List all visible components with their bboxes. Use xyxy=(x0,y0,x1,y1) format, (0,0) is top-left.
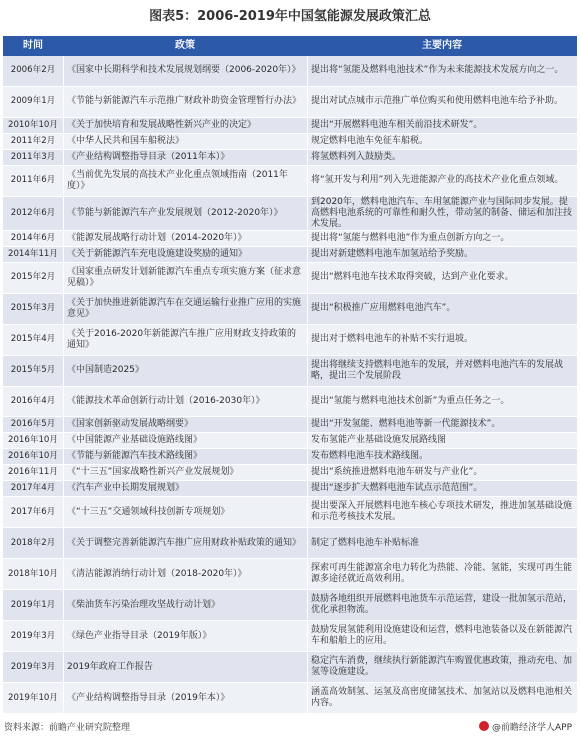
cell-policy: 《关于加快推进新能源汽车在交通运输行业推广应用的实施意见》 xyxy=(63,294,307,324)
table-row xyxy=(3,387,577,418)
table-row xyxy=(3,247,577,263)
table-row xyxy=(3,150,577,166)
cell-policy: 《节能与新能源汽车产业发展规划（2012-2020年）》 xyxy=(63,197,307,230)
cell-content: 规定燃料电池车免征车船税。 xyxy=(307,134,577,149)
cell-policy: 《产业结构调整指导目录（2019年本）》 xyxy=(63,683,307,713)
cell-content: 提出对新建燃料电池车加氢站给予奖励。 xyxy=(307,247,577,262)
cell-time: 2017年4月 xyxy=(10,483,56,494)
cell-policy: 《汽车产业中长期发展规划》 xyxy=(63,481,307,496)
cell-content: 将“氢开发与利用”列入先进能源产业的高技术产业化重点领域。 xyxy=(307,166,577,196)
cell-time: 2015年2月 xyxy=(10,272,56,283)
table-row xyxy=(3,683,577,714)
table-row xyxy=(3,621,577,652)
cell-content: 提出“积极推广应用燃料电池汽车”。 xyxy=(307,294,577,324)
table-row xyxy=(3,590,577,621)
cell-content: 稳定汽车消费，继续执行新能源汽车购置优惠政策，推动充电、加氢等设施建设。 xyxy=(307,652,577,682)
cell-time: 2009年1月 xyxy=(10,96,56,107)
cell-time: 2014年6月 xyxy=(10,232,56,243)
table-header xyxy=(3,36,577,56)
table-row xyxy=(3,263,577,294)
cell-policy: 《国家创新驱动发展战略纲要》 xyxy=(63,417,307,432)
cell-policy: 《关于调整完善新能源汽车推广应用财政补贴政策的通知》 xyxy=(63,528,307,558)
cell-content: 提出对试点城市示范推广单位购买和使用燃料电池车给予补助。 xyxy=(307,87,577,117)
cell-time: 2015年5月 xyxy=(10,365,56,376)
cell-content: 提出“氢能与燃料电池技术创新”为重点任务之一。 xyxy=(307,387,577,417)
cell-policy: 《国家中长期科学和技术发展规划纲要（2006-2020年）》 xyxy=(63,56,307,86)
cell-time: 2016年4月 xyxy=(10,395,56,406)
table-row xyxy=(3,528,577,559)
cell-time: 2010年10月 xyxy=(8,119,58,130)
cell-time: 2018年10月 xyxy=(8,568,58,579)
cell-content: 发布氢能产业基础设施发展路线图 xyxy=(307,433,577,448)
policy-table xyxy=(3,36,577,714)
figure-title: 图表5：2006-2019年中国氢能源发展政策汇总 xyxy=(149,9,431,24)
cell-policy: 《中国制造2025》 xyxy=(63,356,307,386)
cell-policy: 《关于加快培育和发展战略性新兴产业的决定》 xyxy=(63,118,307,133)
cell-time: 2011年2月 xyxy=(10,135,56,146)
cell-content: 提出将“氢能与燃料电池”作为重点创新方向之一。 xyxy=(307,231,577,246)
header-policy: 政策 xyxy=(175,40,195,51)
cell-content: 发布燃料电池车技术路线图。 xyxy=(307,449,577,464)
cell-time: 2006年2月 xyxy=(10,65,56,76)
footer xyxy=(4,718,572,734)
cell-content: 提出将继续支持燃料电池车的发展，并对燃料电池汽车的发展战略，提出三个发展阶段 xyxy=(307,356,577,386)
cell-policy: 《“十三五”交通领域科技创新专项规划》 xyxy=(63,497,307,527)
cell-policy: 《关于新能源汽车充电设施建设奖励的通知》 xyxy=(63,247,307,262)
table-row xyxy=(3,497,577,528)
cell-policy: 《柴油货车污染治理攻坚战行动计划》 xyxy=(63,590,307,620)
cell-policy: 《清洁能源消纳行动计划（2018-2020年）》 xyxy=(63,559,307,589)
cell-time: 2018年2月 xyxy=(10,537,56,548)
cell-time: 2015年4月 xyxy=(10,334,56,345)
table-row xyxy=(3,56,577,87)
cell-content: 探索可再生能源富余电力转化为热能、冷能、氢能，实现可再生能源多途径就近高效利用。 xyxy=(307,559,577,589)
cell-policy: 《关于2016-2020年新能源汽车推广应用财政支持政策的通知》 xyxy=(63,325,307,355)
table-row xyxy=(3,166,577,197)
cell-time: 2011年3月 xyxy=(10,151,56,162)
cell-content: 到2020年，燃料电池汽车、车用氢能源产业与国际同步发展。提高燃料电池系统的可靠性和耐久性，带动氢的制备、储运和加注技术发展。 xyxy=(307,197,577,230)
table-row xyxy=(3,325,577,356)
cell-policy: 《国家重点研发计划新能源汽车重点专项实施方案（征求意见稿）》 xyxy=(63,263,307,293)
table-row xyxy=(3,197,577,231)
cell-policy: 《节能与新能源汽车技术路线图》 xyxy=(63,449,307,464)
cell-policy: 《能源发展战略行动计划（2014-2020年）》 xyxy=(63,231,307,246)
brand xyxy=(479,720,572,733)
cell-content: 鼓励发展氢能利用设施建设和运营，燃料电池装备以及在新能源汽车和船舶上的应用。 xyxy=(307,621,577,651)
cell-content: 提出“系统推进燃料电池车研发与产业化”。 xyxy=(307,465,577,480)
cell-policy: 《中国能源产业基础设施路线图》 xyxy=(63,433,307,448)
cell-content: 提出“燃料电池车技术取得突破，达到产业化要求。 xyxy=(307,263,577,293)
header-time: 时间 xyxy=(23,40,43,51)
cell-time: 2019年1月 xyxy=(10,599,56,610)
cell-content: 将氢燃料列入鼓励类。 xyxy=(307,150,577,165)
cell-content: 提出对于燃料电池车的补贴不实行退坡。 xyxy=(307,325,577,355)
cell-time: 2016年10月 xyxy=(8,435,58,446)
cell-policy: 2019年政府工作报告 xyxy=(63,652,307,682)
cell-content: 提出要深入开展燃料电池车核心专项技术研发，推进加氢基础设施和示范考核技术发展。 xyxy=(307,497,577,527)
cell-policy: 《能源技术革命创新行动计划（2016-2030年）》 xyxy=(63,387,307,417)
cell-content: 涵盖高效制氢、运氢及高密度储氢技术、加氢站以及燃料电池相关内容。 xyxy=(307,683,577,713)
table-body xyxy=(3,56,577,714)
table-row xyxy=(3,134,577,150)
cell-time: 2015年3月 xyxy=(10,303,56,314)
cell-time: 2011年6月 xyxy=(10,175,56,186)
cell-time: 2016年11月 xyxy=(8,467,58,478)
cell-policy: 《产业结构调整指导目录（2011年本）》 xyxy=(63,150,307,165)
brand-label: @前瞻经济学人APP xyxy=(491,722,572,733)
table-row xyxy=(3,417,577,433)
cell-time: 2019年3月 xyxy=(10,630,56,641)
cell-content: 鼓励各地组织开展燃料电池货车示范运营，建设一批加氢示范站，优化承担物流。 xyxy=(307,590,577,620)
cell-policy: 《节能与新能源汽车示范推广财政补助资金管理暂行办法》 xyxy=(63,87,307,117)
cell-policy: 《中华人民共和国车船税法》 xyxy=(63,134,307,149)
cell-time: 2012年6月 xyxy=(10,207,56,218)
cell-policy: 《绿色产业指导目录（2019年版）》 xyxy=(63,621,307,651)
table-row xyxy=(3,294,577,325)
cell-time: 2019年3月 xyxy=(10,661,56,672)
brand-logo-icon xyxy=(479,721,489,731)
cell-time: 2019年10月 xyxy=(8,692,58,703)
cell-content: 提出“开展燃料电池车相关前沿技术研发”。 xyxy=(307,118,577,133)
cell-time: 2017年6月 xyxy=(10,506,56,517)
table-row xyxy=(3,231,577,247)
table-row xyxy=(3,87,577,118)
table-row xyxy=(3,465,577,481)
cell-content: 制定了燃料电池车补贴标准 xyxy=(307,528,577,558)
table-row xyxy=(3,118,577,134)
table-row xyxy=(3,433,577,449)
cell-content: 提出“逐步扩大燃料电池车试点示范范围”。 xyxy=(307,481,577,496)
header-content: 主要内容 xyxy=(422,40,462,51)
table-row xyxy=(3,481,577,497)
table-row xyxy=(3,559,577,590)
table-row xyxy=(3,652,577,683)
cell-time: 2016年10月 xyxy=(8,451,58,462)
cell-time: 2016年5月 xyxy=(10,419,56,430)
table-row xyxy=(3,449,577,465)
cell-policy: 《“十三五”国家战略性新兴产业发展规划》 xyxy=(63,465,307,480)
cell-content: 提出将“氢能及燃料电池技术”作为未来能源技术发展方向之一。 xyxy=(307,56,577,86)
source-note: 资料来源：前瞻产业研究院整理 xyxy=(4,722,131,733)
cell-policy: 《当前优先发展的高技术产业化重点领域指南（2011年度）》 xyxy=(63,166,307,196)
cell-time: 2014年11月 xyxy=(8,248,58,259)
cell-content: 提出“开发氢能、燃料电池等新一代能源技术”。 xyxy=(307,417,577,432)
table-row xyxy=(3,356,577,387)
